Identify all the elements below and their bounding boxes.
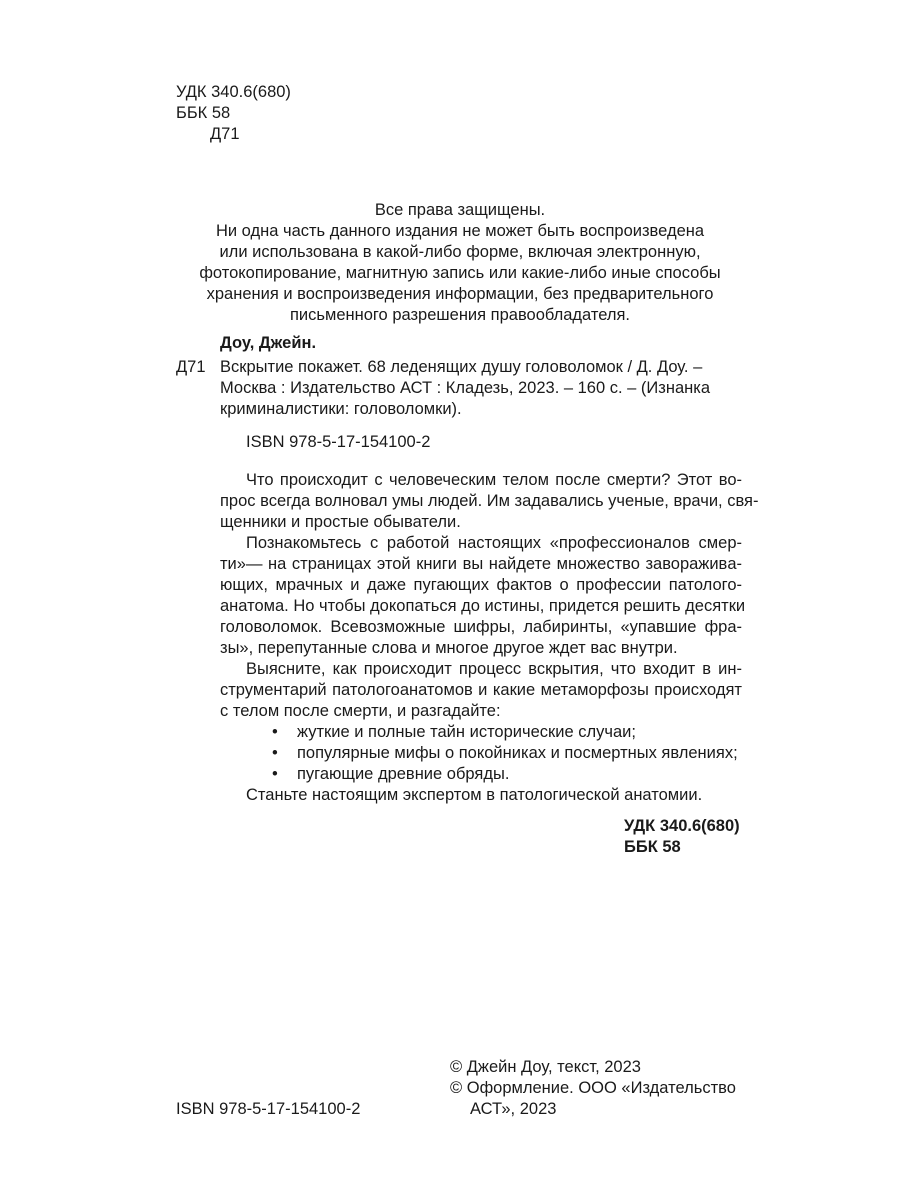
classification-codes-top [176, 82, 291, 145]
annotation-line: ти»— на страницах этой книги вы найдете множество завораживa- [220, 555, 742, 573]
copyright-line: АСТ», 2023 [470, 1100, 557, 1118]
biblio-line: Вскрытие покажет. 68 леденящих душу головоломок / Д. Доу. – [220, 358, 703, 376]
rights-line: Все права защищены. [374, 201, 546, 219]
annotation-line: анатома. Но чтобы докопаться до истины, придется решить десятки [220, 597, 746, 615]
annotation-line: прос всегда волновал умы людей. Им задавались ученые, врачи, свя- [220, 492, 759, 510]
copyright-block [450, 1057, 736, 1120]
bullet-icon: • [272, 765, 278, 783]
annotation-paragraph-2 [220, 533, 746, 659]
list-item [220, 722, 742, 743]
rights-line: Ни одна часть данного издания не может быть воспроизведена [215, 222, 705, 240]
rights-line: или использована в какой-либо форме, включая электронную, [219, 243, 701, 261]
bbk-code: ББК 58 [176, 104, 231, 122]
bullet-icon: • [272, 723, 278, 741]
annotation-line: Что происходит с человеческим телом после смерти? Этот во- [246, 471, 742, 489]
list-item-text: жуткие и полные тайн исторические случаи; [297, 723, 636, 741]
bullet-icon: • [272, 744, 278, 762]
catalog-author: Доу, Джейн. [220, 334, 317, 352]
annotation-line: зы», перепутанные слова и многое другое ждет вас внутри. [220, 639, 678, 657]
rights-notice [160, 200, 760, 326]
copyright-line: © Оформление. ООО «Издательство [450, 1079, 736, 1097]
annotation-line: с телом после смерти, и разгадайте: [220, 702, 501, 720]
list-item-text: пугающие древние обряды. [297, 765, 510, 783]
rights-line: фотокопирование, магнитную запись или какие-либо иные способы [199, 264, 721, 282]
annotation-line: щенники и простые обыватели. [220, 513, 461, 531]
list-item [220, 764, 742, 785]
annotation-closing: Станьте настоящим экспертом в патологической анатомии. [246, 786, 703, 804]
udk-code: УДК 340.6(680) [176, 83, 291, 101]
rights-line: письменного разрешения правообладателя. [289, 306, 630, 324]
bbk-code: ББК 58 [624, 838, 681, 856]
annotation [220, 470, 759, 806]
annotation-line: Познакомьтесь с работой настоящих «профессионалов смер- [246, 534, 742, 552]
list-item [220, 743, 742, 764]
annotation-paragraph-3 [220, 659, 742, 722]
bottom-isbn: ISBN 978-5-17-154100-2 [176, 1100, 361, 1118]
catalog-isbn: ISBN 978-5-17-154100-2 [246, 433, 431, 451]
copyright-line: © Джейн Доу, текст, 2023 [450, 1058, 641, 1076]
annotation-line: головоломок. Всевозможные шифры, лабиринты, «упавшие фра- [220, 618, 742, 636]
annotation-line: струментарий патологоанатомов и какие метаморфозы происходят [220, 681, 742, 699]
classification-codes-bottom [624, 816, 740, 858]
udk-code: УДК 340.6(680) [624, 817, 740, 835]
bibliographic-description [220, 357, 760, 420]
annotation-line: Выясните, как происходит процесс вскрытия, что входит в ин- [246, 660, 742, 678]
annotation-line: ющих, мрачных и даже пугающих фактов о профессии патолого- [220, 576, 742, 594]
catalog-code: Д71 [176, 358, 206, 376]
biblio-line: криминалистики: головоломки). [220, 400, 462, 418]
bullet-list [220, 722, 742, 785]
list-item-text: популярные мифы о покойниках и посмертных явлениях; [297, 744, 738, 762]
rights-line: хранения и воспроизведения информации, без предварительного [206, 285, 714, 303]
annotation-paragraph-1 [220, 470, 759, 533]
biblio-line: Москва : Издательство АСТ : Кладезь, 2023. – 160 с. – (Изнанка [220, 379, 710, 397]
author-code: Д71 [210, 125, 240, 143]
